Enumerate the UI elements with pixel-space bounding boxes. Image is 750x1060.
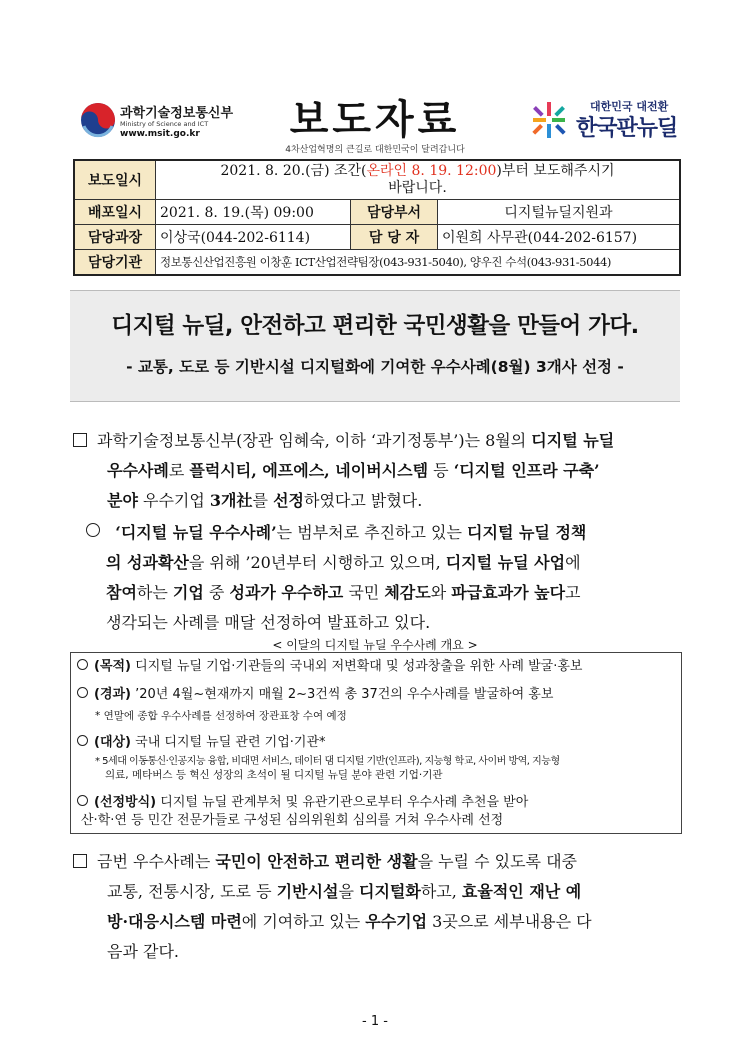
- summary-text: ’20년 4월~현재까지 매월 2~3건씩 총 37건의 우수사례를 발굴하여 홍보: [131, 687, 554, 702]
- release-date-label: 보도일시: [74, 160, 156, 200]
- page-number: - 1 -: [362, 1014, 388, 1029]
- paragraph-2: [86, 518, 686, 638]
- paragraph-line: [73, 456, 683, 486]
- paragraph-line: [86, 518, 686, 548]
- text: 을 누릴 수 있도록 대중: [417, 852, 578, 871]
- text: 3곳으로 세부내용은 다: [427, 912, 592, 931]
- circle-bullet-icon: [77, 659, 88, 670]
- emphasis: 기반시설: [276, 882, 339, 901]
- text: 을 위해 ’20년부터 시행하고 있으며,: [188, 553, 446, 572]
- release-date-text-3: 바랍니다.: [388, 180, 447, 196]
- emphasis: 분야: [107, 491, 138, 510]
- emphasis: 디지털 뉴딜 사업: [445, 553, 566, 572]
- emphasis: 파급효과가 높다: [451, 583, 566, 602]
- paragraph-line: [73, 907, 683, 937]
- summary-progress: [77, 685, 553, 704]
- emphasis: 플럭시티, 에프에스, 네이버시스템: [189, 461, 429, 480]
- summary-text: 국내 디지털 뉴딜 관련 기업·기관*: [131, 735, 326, 750]
- kdn-subtitle: 대한민국 대전환: [590, 100, 669, 113]
- text: 와: [430, 583, 452, 602]
- square-bullet-icon: [73, 854, 87, 868]
- paragraph-line: [86, 608, 686, 638]
- emphasis: 우수기업: [365, 912, 428, 931]
- text: 생각되는 사례를 매달 선정하여 발표하고 있다.: [106, 613, 431, 632]
- summary-label: (선정방식): [94, 795, 157, 810]
- emphasis: 우수사례: [107, 461, 169, 480]
- paragraph-1: [73, 426, 683, 516]
- sub-headline: - 교통, 도로 등 기반시설 디지털화에 기여한 우수사례(8월) 3개사 선정 -: [126, 358, 624, 376]
- department-label: 담당부서: [351, 200, 438, 225]
- table-row: [74, 250, 680, 276]
- distribution-date-label: 배포일시: [74, 200, 156, 225]
- paragraph-line: [73, 937, 683, 967]
- paragraph-line: [73, 486, 683, 516]
- kdn-title: 한국판뉴딜: [576, 116, 678, 141]
- summary-progress-note: * 연말에 종합 우수사례를 선정하여 장관표창 수여 예정: [95, 710, 347, 722]
- release-date-text-2: )부터 보도해주시기: [496, 163, 615, 179]
- text: 등: [428, 461, 454, 480]
- circle-bullet-icon: [77, 735, 88, 746]
- table-row: [74, 160, 680, 200]
- paragraph-line: [73, 877, 683, 907]
- division-head-value: 이상국(044-202-6114): [156, 225, 351, 250]
- emphasis: 디지털 뉴딜: [531, 431, 615, 450]
- circle-bullet-icon: [86, 523, 100, 537]
- summary-purpose: [77, 657, 582, 676]
- agency-value: 정보통신산업진흥원 이창훈 ICT산업전략팀장(043-931-5040), 양우진 수석(043-931-5044): [156, 250, 681, 276]
- text: 중: [203, 583, 230, 602]
- summary-text: 디지털 뉴딜 관계부처 및 유관기관으로부터 우수사례 추천을 받아: [156, 795, 529, 810]
- text: 고: [565, 583, 581, 602]
- paragraph-line: [73, 426, 683, 456]
- summary-target-note: * 5세대 이동통신·인공지능 융합, 비대면 서비스, 데이터 댐 디지털 기반(인프라), 지능형 학교, 사이버 방역, 지능형: [95, 756, 560, 767]
- text: 에 기여하고 있는: [241, 912, 366, 931]
- summary-box: [70, 652, 682, 834]
- release-date-text: 2021. 8. 20.(금) 조간(: [220, 163, 367, 179]
- main-headline: 디지털 뉴딜, 안전하고 편리한 국민생활을 만들어 가다.: [111, 313, 639, 339]
- text: 하였다고 밝혔다.: [303, 491, 423, 510]
- emphasis: 효율적인 재난 예: [461, 882, 582, 901]
- text: 교통, 전통시장, 도로 등: [107, 882, 277, 901]
- emphasis: 3개社: [209, 491, 253, 510]
- release-date-value: [156, 160, 681, 200]
- text: 음과 같다.: [107, 942, 179, 961]
- text: 국민: [343, 583, 385, 602]
- text: 는 범부처로 추진하고 있는: [276, 523, 468, 542]
- circle-bullet-icon: [77, 687, 88, 698]
- text: 을: [338, 882, 359, 901]
- summary-target: [77, 733, 326, 752]
- emphasis: 의 성과확산: [106, 553, 189, 572]
- emphasis: 체감도: [384, 583, 431, 602]
- distribution-date-value: 2021. 8. 19.(목) 09:00: [156, 200, 351, 225]
- text: 로: [168, 461, 190, 480]
- new-deal-star-icon: [532, 100, 566, 140]
- release-info-table: [73, 159, 681, 276]
- paragraph-3: [73, 847, 683, 967]
- paragraph-line: [86, 548, 686, 578]
- text: 를: [252, 491, 274, 510]
- summary-text: 디지털 뉴딜 기업·기관들의 국내외 저변확대 및 성과창출을 위한 사례 발굴·홍보: [131, 659, 583, 674]
- summary-label: (경과): [94, 687, 131, 702]
- text: 우수기업: [137, 491, 210, 510]
- division-head-label: 담당과장: [74, 225, 156, 250]
- ministry-url: www.msit.go.kr: [120, 129, 200, 139]
- summary-target-note-2: 의료, 메타버스 등 혁신 성장의 초석이 될 디지털 뉴딜 분야 관련 기업·기관: [105, 769, 443, 781]
- summary-label: (목적): [94, 659, 131, 674]
- ministry-english-name: Ministry of Science and ICT: [120, 120, 209, 128]
- summary-caption: < 이달의 디지털 뉴딜 우수사례 개요 >: [272, 638, 478, 652]
- table-row: [74, 225, 680, 250]
- contact-person-value: 이원희 사무관(044-202-6157): [438, 225, 681, 250]
- agency-label: 담당기관: [74, 250, 156, 276]
- page-title: 보도자료: [289, 96, 461, 143]
- emphasis: 기업: [172, 583, 204, 602]
- text: 에: [565, 553, 581, 572]
- text: 하는: [136, 583, 173, 602]
- text: 과학기술정보통신부(장관 임혜숙, 이하 ‘과기정통부’)는 8월의: [97, 431, 532, 450]
- contact-person-label: 담 당 자: [351, 225, 438, 250]
- department-value: 디지털뉴딜지원과: [438, 200, 681, 225]
- korean-new-deal-logo: [532, 98, 702, 143]
- emphasis: 성과가 우수하고: [229, 583, 344, 602]
- emphasis: ‘디지털 뉴딜 우수사례’: [115, 523, 277, 542]
- emphasis: 디지털 뉴딜 정책: [467, 523, 587, 542]
- circle-bullet-icon: [77, 795, 88, 806]
- summary-selection-2: 산·학·연 등 민간 전문가들로 구성된 심의위원회 심의를 거쳐 우수사례 선정: [81, 813, 504, 828]
- emphasis: 디지털화: [359, 882, 421, 901]
- square-bullet-icon: [73, 433, 87, 447]
- emphasis: 선정: [273, 491, 304, 510]
- emphasis: 참여: [106, 583, 137, 602]
- slogan: 4차산업혁명의 큰길로 대한민국이 달려갑니다: [285, 145, 465, 155]
- paragraph-line: [73, 847, 683, 877]
- text: 금번 우수사례는: [97, 852, 216, 871]
- emphasis: ‘디지털 인프라 구축’: [453, 461, 600, 480]
- paragraph-line: [86, 578, 686, 608]
- summary-selection: [77, 793, 528, 812]
- text: 하고,: [420, 882, 462, 901]
- emphasis: 방·대응시스템 마련: [107, 912, 242, 931]
- summary-label: (대상): [94, 735, 131, 750]
- table-row: [74, 200, 680, 225]
- emphasis: 국민이 안전하고 편리한 생활: [215, 852, 418, 871]
- headline-box: [70, 290, 680, 402]
- online-release-time: 온라인 8. 19. 12:00: [366, 163, 497, 179]
- ministry-name: 과학기술정보통신부: [120, 106, 234, 121]
- press-header: [0, 88, 750, 158]
